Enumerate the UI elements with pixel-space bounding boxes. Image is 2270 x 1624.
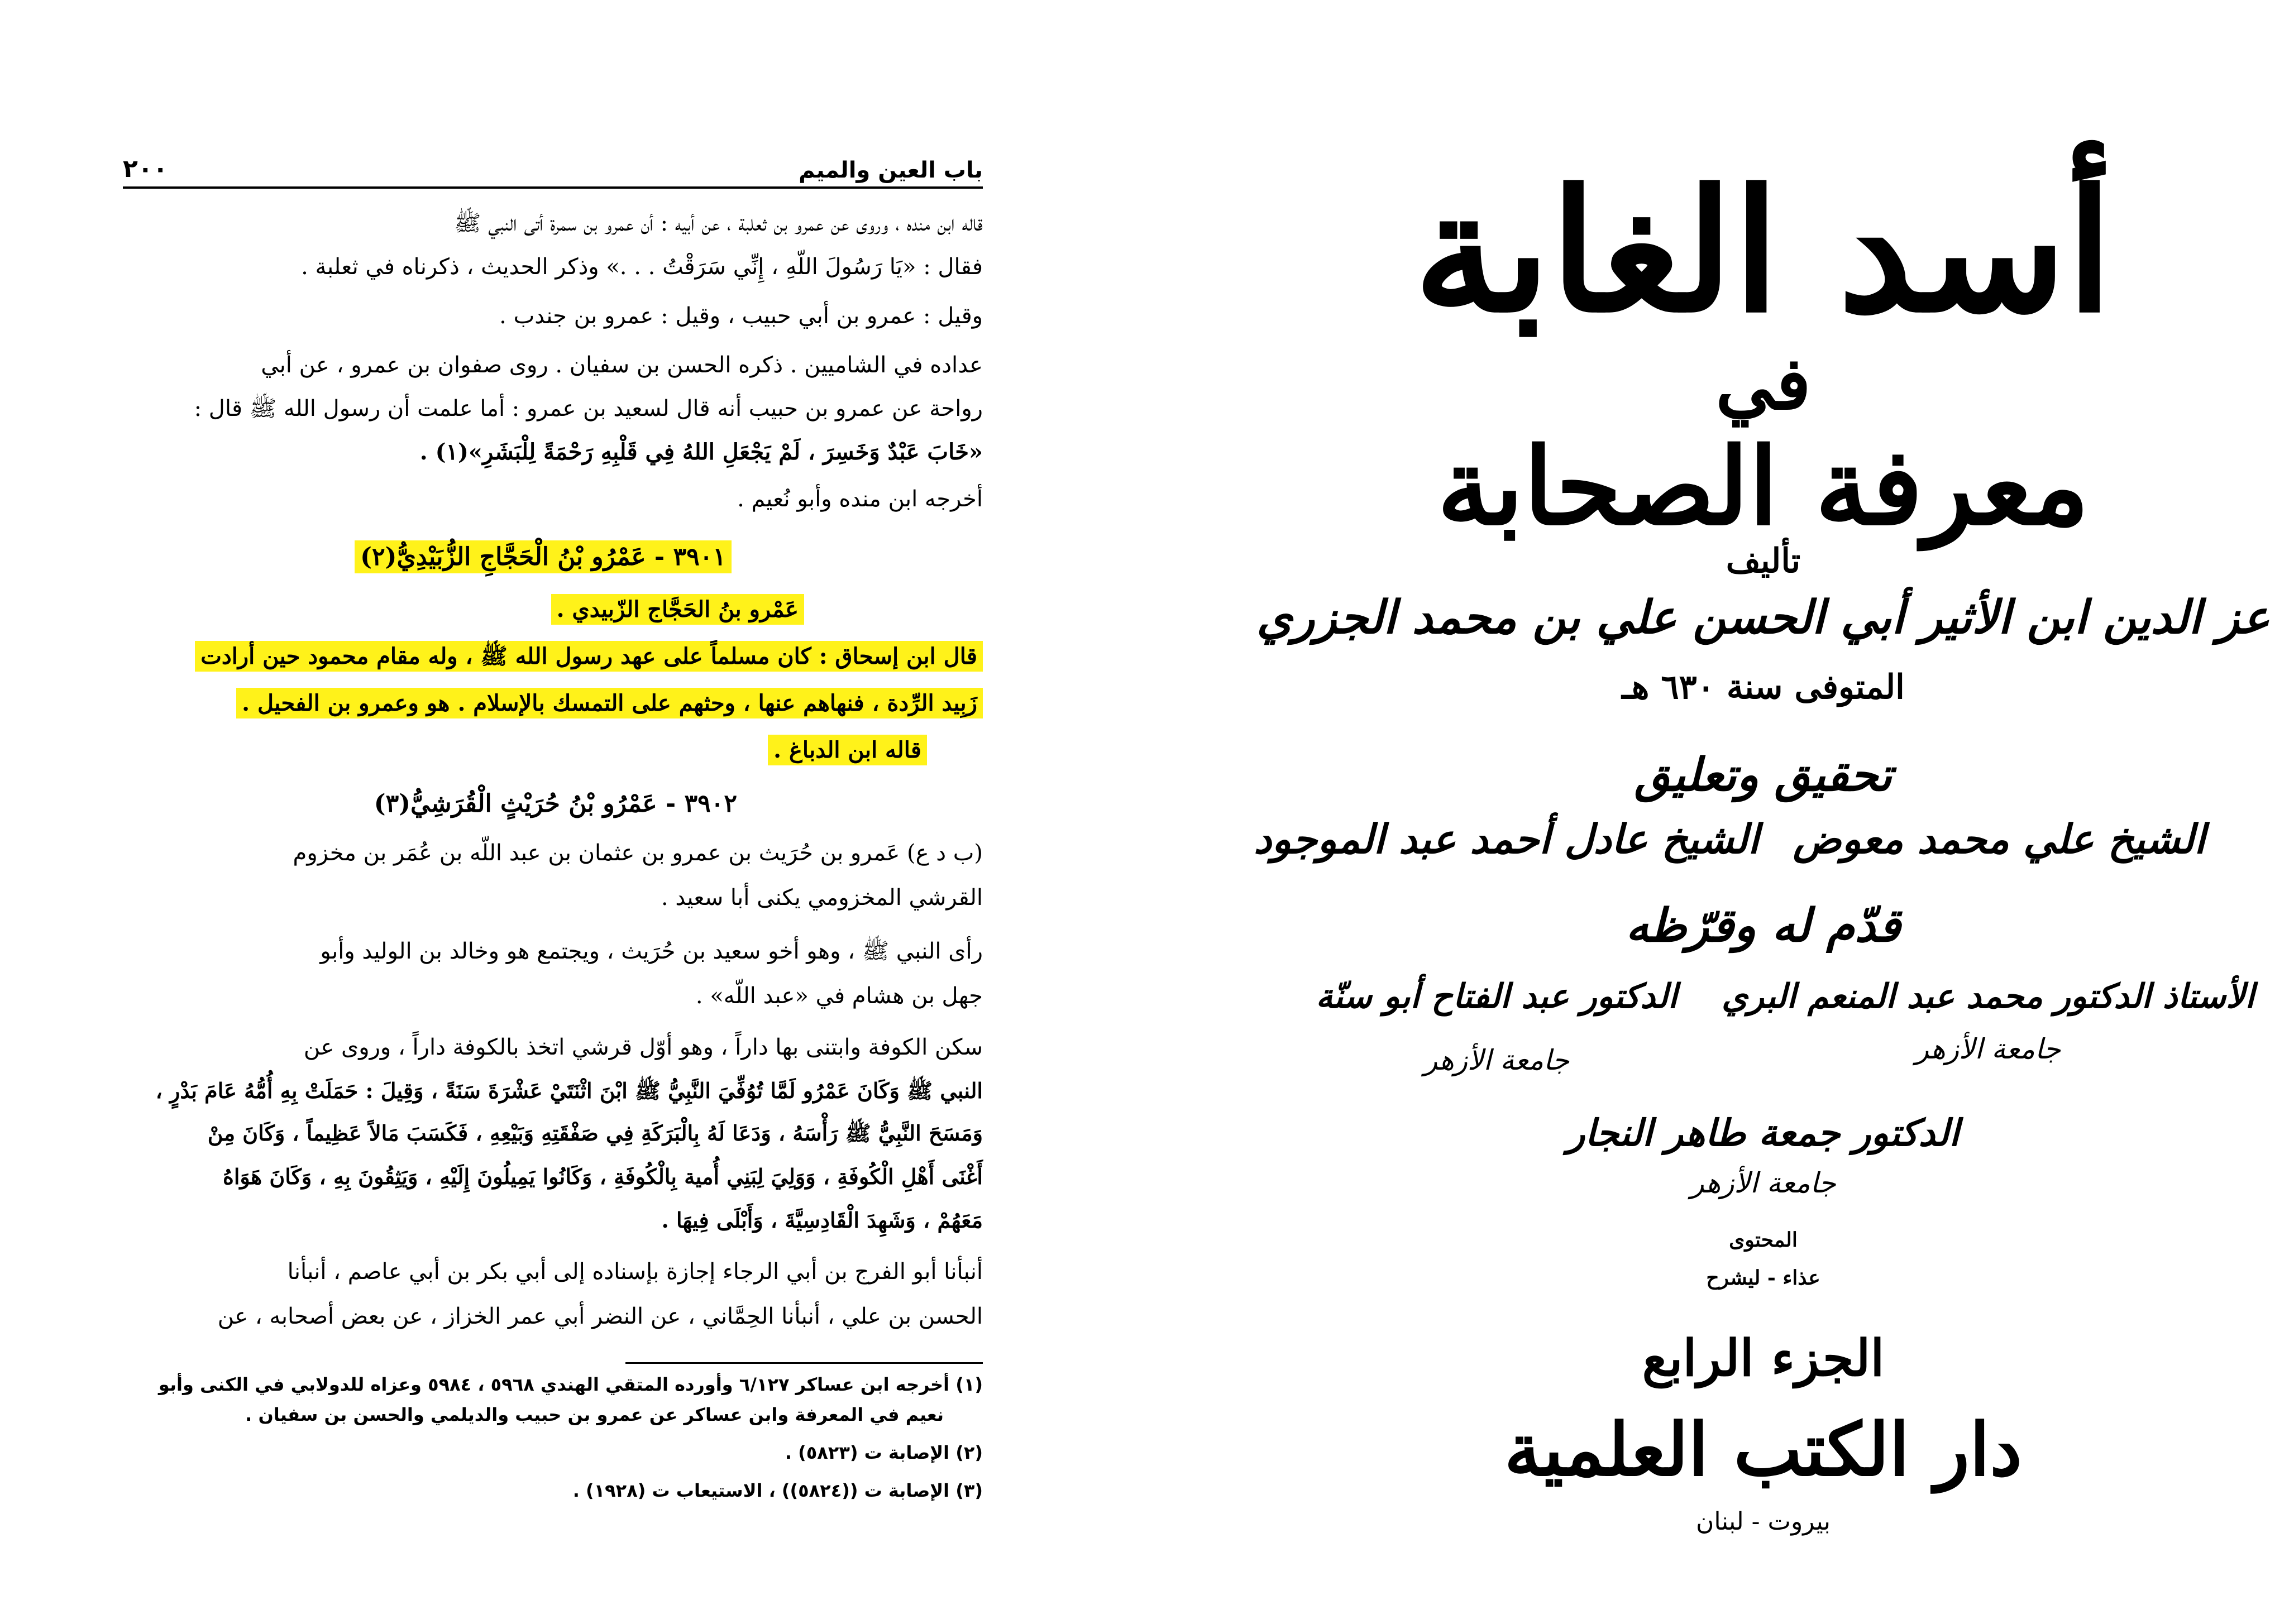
book-subtitle: معرفة الصحابة: [1437, 424, 2090, 549]
hadith-line: وَمَسَحَ النَّبِيُّ ﷺ رَأْسَهُ ، وَدَعَا لَهُ بِالْبَرَكَةِ فِي صَفْقَتِهِ وَبَيْعِهِ ، فَكَسَبَ مَالاً عَظِيماً ، وَكَانَ مِنْ: [207, 1120, 983, 1146]
text-line: رواحة عن عمرو بن حبيب أنه قال لسعيد بن عمرو : أما علمت أن رسول الله ﷺ قال :: [194, 396, 983, 421]
entry-3901-body: قال ابن إسحاق : كان مسلماً على عهد رسول الله ﷺ ، وله مقام محمود حين أرادت: [195, 641, 983, 672]
editing-label: تحقيق وتعليق: [1634, 748, 1893, 802]
entry-3901-body: زَبِيد الرِّدة ، فنهاهم عنها ، وحثهم على التمسك بالإسلام . هو وعمرو بن الفحيل .: [236, 688, 983, 719]
entry-3901-body: قاله ابن الدباغ .: [768, 735, 927, 766]
text-line: أنبأنا أبو الفرج بن أبي الرجاء إجازة بإسناده إلى أبي بكر بن أبي عاصم ، أنبأنا: [287, 1259, 983, 1285]
text-line: جهل بن هشام في «عبد اللّه» .: [695, 983, 983, 1009]
editor-2: الشيخ عادل أحمد عبد الموجود: [1254, 815, 1759, 863]
page-header: [123, 144, 983, 189]
text-line: فقال : «يَا رَسُولَ اللّهِ ، إِنِّي سَرَقْتُ . . .» وذكر الحديث ، ذكرناه في ثعلبة .: [301, 254, 983, 280]
entry-3902-title: ٣٩٠٢ - عَمْرُو بْنُ حُرَيْثٍ الْقُرَشِيُّ(٣): [374, 789, 737, 818]
text-line: القرشي المخزومي يكنى أبا سعيد .: [661, 885, 983, 911]
footnote: نعيم في المعرفة وابن عساكر عن عمرو بن حبيب والديلمي والحسن بن سفيان .: [245, 1404, 944, 1425]
introducer-3-affiliation: جامعة الأزهر: [1690, 1167, 1836, 1199]
title-page: [1256, 0, 2270, 1624]
introducer-1: الأستاذ الدكتور محمد عبد المنعم البري: [1722, 977, 2254, 1016]
text-line: عداده في الشاميين . ذكره الحسن بن سفيان . روى صفوان بن عمرو ، عن أبي: [261, 352, 983, 378]
publisher-name: دار الكتب العلمية: [1504, 1407, 2023, 1492]
text-line: الحسن بن علي ، أنبأنا الحِمَّاني ، عن النضر أبي عمر الخزاز ، عن بعض أصحابه ، عن: [217, 1304, 983, 1329]
author-name: عز الدين ابن الأثير أبي الحسن علي بن محمد الجزري: [1256, 591, 2270, 644]
contents-label: المحتوى: [1729, 1228, 1798, 1252]
editor-1: الشيخ علي محمد معوض: [1793, 815, 2206, 863]
text-line: وقيل : عمرو بن أبي حبيب ، وقيل : عمرو بن جندب .: [499, 303, 983, 329]
footnote-divider: [625, 1362, 983, 1364]
introduced-label: قدّم له وقرّظه: [1626, 899, 1901, 952]
hadith-line: أَغْنَى أَهْلِ الْكُوفَةِ ، وَوَلِيَ لِبَنِي أُمية بِالْكُوفَةِ ، وَكَانُوا يَمِيلُونَ إِلَيْهِ ، وَيَثِقُونَ بِهِ ، وَكَانَ هَوَاهُ: [222, 1164, 983, 1189]
text-line: رأى النبي ﷺ ، وهو أخو سعيد بن حُرَيث ، ويجتمع هو وخالد بن الوليد وأبو: [320, 938, 983, 964]
hadith-line: «خَابَ عَبْدٌ وَخَسِرَ ، لَمْ يَجْعَلِ اللهُ فِي قَلْبِهِ رَحْمَةً لِلْبَشَرِ»(١) .: [419, 439, 983, 465]
footnote: (٢) الإصابة ت (٥٨٢٣) .: [785, 1442, 983, 1463]
entry-3901-title: ٣٩٠١ - عَمْرُو بْنُ الْحَجَّاجِ الزُّبَيْدِيُّ(٢): [355, 542, 732, 573]
page-number: ٢٠٠: [123, 155, 168, 183]
death-date: المتوفى سنة ٦٣٠ هـ: [1622, 668, 1905, 707]
text-line: سكن الكوفة وابتنى بها داراً ، وهو أوّل قرشي اتخذ بالكوفة داراً ، وروى عن: [303, 1034, 983, 1060]
introducer-2: الدكتور عبد الفتاح أبو سنّة: [1316, 977, 1678, 1016]
book-title: أسد الغابة: [1413, 152, 2113, 349]
title-connector: في: [1715, 341, 1811, 426]
chapter-title: باب العين والميم: [799, 157, 983, 183]
text-line: قاله ابن منده ، وروى عن عمرو بن ثعلبة ، عن أبيه : أن عمرو بن سمرة أتى النبي ﷺ: [454, 210, 983, 236]
text-page: [0, 0, 1033, 1624]
hadith-line: مَعَهُمْ ، وَشَهِدَ الْقَادِسِيَّةَ ، وَأَبْلَى فِيهَا .: [661, 1208, 983, 1233]
author-label: تأليف: [1726, 542, 1801, 581]
footnote: (١) أخرجه ابن عساكر ٦/١٢٧ وأورده المتقي الهندي ٥٩٦٨ ، ٥٩٨٤ وعزاه للدولابي في الكنى وأبو: [158, 1374, 983, 1395]
text-line: أخرجه ابن منده وأبو نُعيم .: [737, 486, 983, 512]
publisher-location: بيروت - لبنان: [1696, 1507, 1831, 1536]
volume-number: الجزء الرابع: [1642, 1329, 1885, 1388]
text-line: (ب د ع) عَمرو بن حُرَيث بن عمرو بن عثمان بن عبد اللّه بن عُمَر بن مخزوم: [293, 840, 983, 866]
introducer-3: الدكتور جمعة طاهر النجار: [1567, 1111, 1960, 1154]
hadith-line: النبي ﷺ وَكَانَ عَمْرُو لَمَّا تُوُفِّيَ النَّبِيُّ ﷺ ابْنَ اثْنَتَيْ عَشْرَةَ سَنَةً ، وَقِيلَ : حَمَلَتْ بِهِ أُمُّهُ عَامَ بَدْرٍ ،: [155, 1078, 983, 1103]
footnote: (٣) الإصابة ت ((٥٨٢٤)) ، الاستيعاب ت (١٩٢٨) .: [572, 1480, 983, 1501]
introducer-2-affiliation: جامعة الأزهر: [1423, 1044, 1570, 1076]
introducer-1-affiliation: جامعة الأزهر: [1915, 1033, 2061, 1065]
entry-3901-name: عَمْرو بنُ الحَجَّاج الزّبيدي .: [551, 594, 804, 625]
contents-range: عذاء - ليشرح: [1706, 1266, 1820, 1290]
